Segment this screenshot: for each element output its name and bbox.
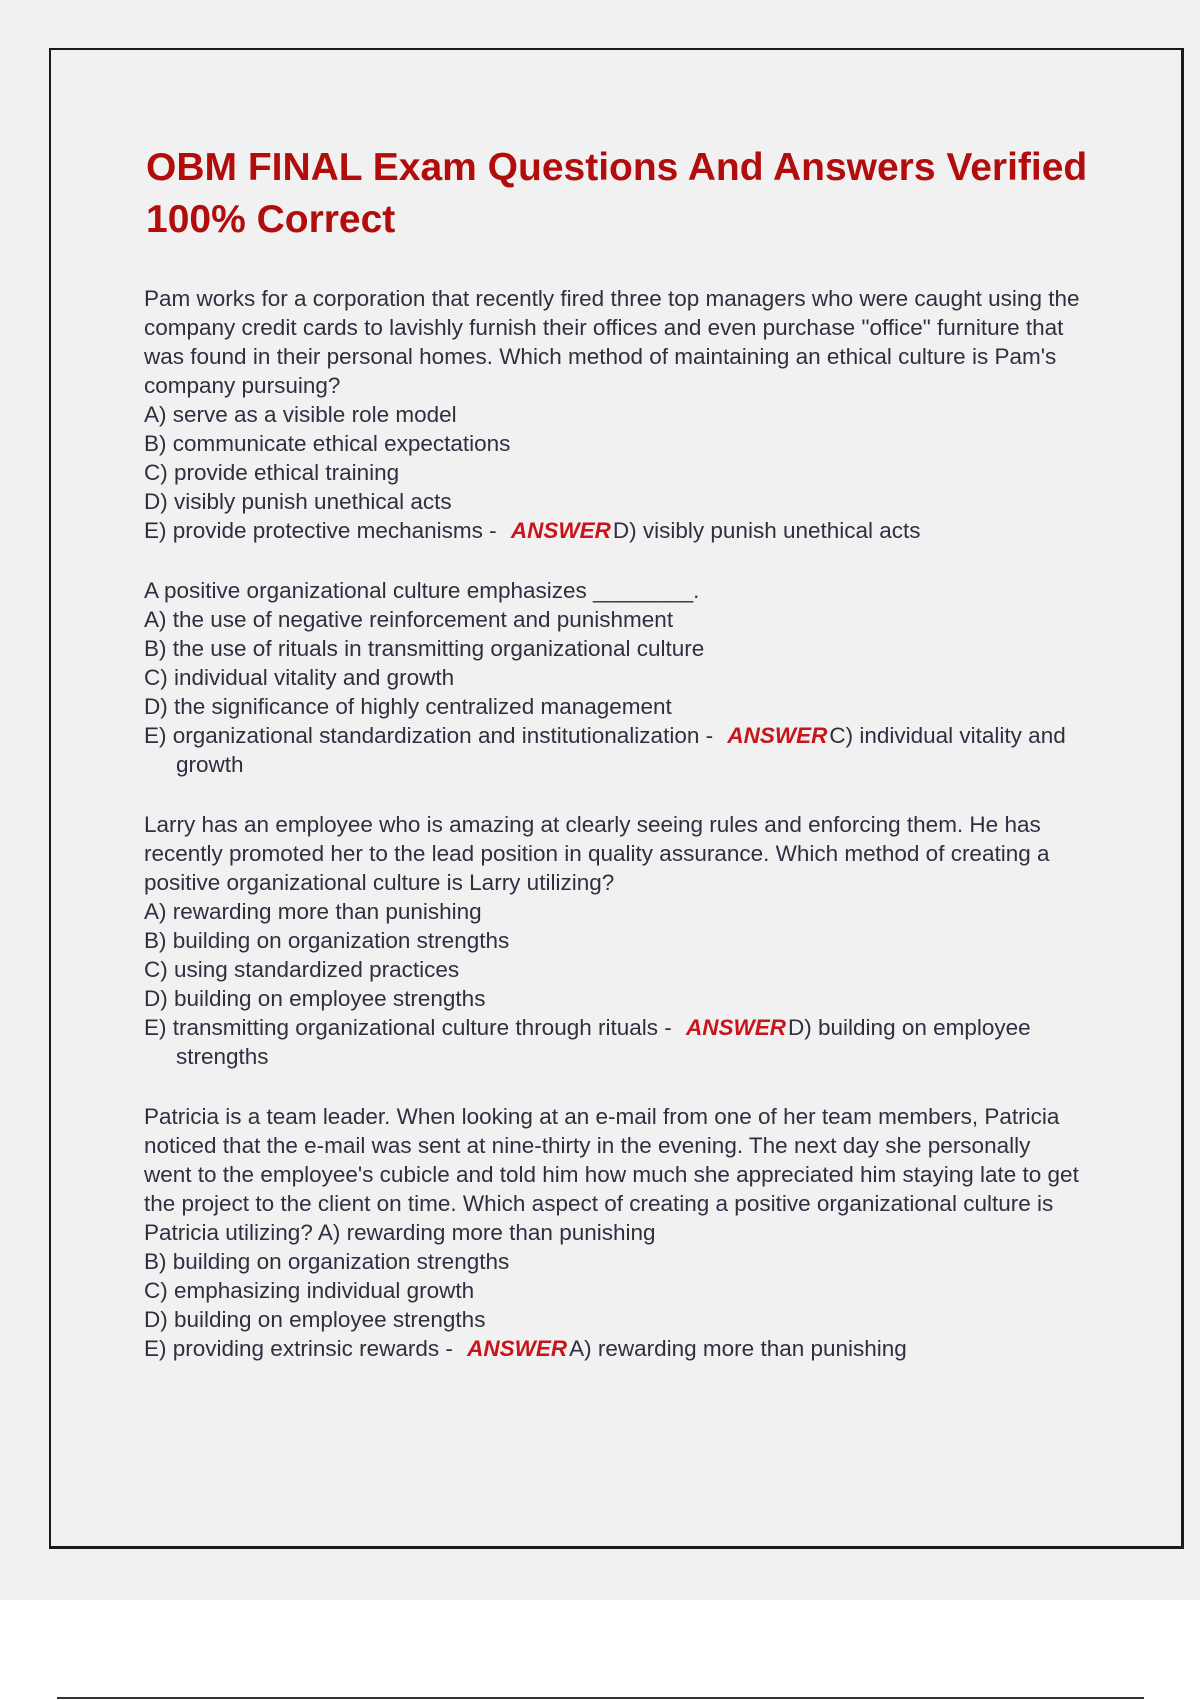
question-block — [144, 810, 1084, 1071]
answer-option: D) building on employee strengths — [144, 986, 486, 1011]
answer-option-with-answer — [144, 1334, 1084, 1363]
answer-text: C) individual vitality and growth — [176, 723, 1066, 777]
answer-option: D) building on employee strengths — [144, 1307, 486, 1332]
question-stem: Larry has an employee who is amazing at clearly seeing rules and enforcing them. He has recently promoted her to the lead position in quality assurance. Which method of creating a positive organizational culture is Larry utilizing? — [144, 812, 1050, 895]
answer-option: D) the significance of highly centralized management — [144, 694, 672, 719]
answer-option: A) rewarding more than punishing — [144, 899, 482, 924]
answer-option: B) building on organization strengths — [144, 1249, 510, 1274]
document-title: OBM FINAL Exam Questions And Answers Verified 100% Correct — [146, 146, 1088, 241]
question-block — [144, 576, 1084, 779]
question-stem: Pam works for a corporation that recently fired three top managers who were caught using the company credit cards to lavishly furnish their offices and even purchase "office" furniture that was found in their personal homes. Which method of maintaining an ethical culture is Pam's company pursuing? — [144, 286, 1080, 398]
answer-option: C) using standardized practices — [144, 957, 460, 982]
answer-option-with-answer — [144, 1013, 1084, 1071]
answer-text: D) visibly punish unethical acts — [612, 518, 921, 543]
answer-option: C) provide ethical training — [144, 460, 400, 485]
answer-option-text: E) transmitting organizational culture through rituals - — [144, 1015, 672, 1040]
answer-option: C) individual vitality and growth — [144, 665, 455, 690]
question-block — [144, 284, 1084, 545]
answer-option: A) serve as a visible role model — [144, 402, 457, 427]
question-list — [144, 284, 1084, 1394]
answer-option-text: E) organizational standardization and institutionalization - — [144, 723, 714, 748]
question-block — [144, 1102, 1084, 1363]
answer-option: B) communicate ethical expectations — [144, 431, 511, 456]
answer-option-text: E) provide protective mechanisms - — [144, 518, 497, 543]
answer-option: A) the use of negative reinforcement and punishment — [144, 607, 674, 632]
answer-label: ANSWER — [686, 1015, 787, 1040]
answer-label: ANSWER — [467, 1336, 568, 1361]
answer-option-with-answer — [144, 516, 1084, 545]
question-stem: A positive organizational culture emphasizes ________. — [144, 578, 700, 603]
answer-option: C) emphasizing individual growth — [144, 1278, 475, 1303]
answer-option-with-answer — [144, 721, 1084, 779]
answer-option: B) the use of rituals in transmitting organizational culture — [144, 636, 705, 661]
answer-option-text: E) providing extrinsic rewards - — [144, 1336, 453, 1361]
answer-option: B) building on organization strengths — [144, 928, 510, 953]
answer-option: D) visibly punish unethical acts — [144, 489, 452, 514]
answer-label: ANSWER — [510, 518, 611, 543]
answer-text: D) building on employee strengths — [176, 1015, 1031, 1069]
page-divider — [57, 1697, 1144, 1699]
answer-label: ANSWER — [727, 723, 828, 748]
answer-text: A) rewarding more than punishing — [569, 1336, 907, 1361]
question-stem: Patricia is a team leader. When looking at an e-mail from one of her team members, Patricia noticed that the e-mail was sent at nine-thirty in the evening. The next day she personally went to the employee's cubicle and told him how much she appreciated him staying late to get the project to the client on time. Which aspect of creating a positive organizational culture is Patricia utilizing? A) rewarding more than punishing — [144, 1104, 1079, 1245]
